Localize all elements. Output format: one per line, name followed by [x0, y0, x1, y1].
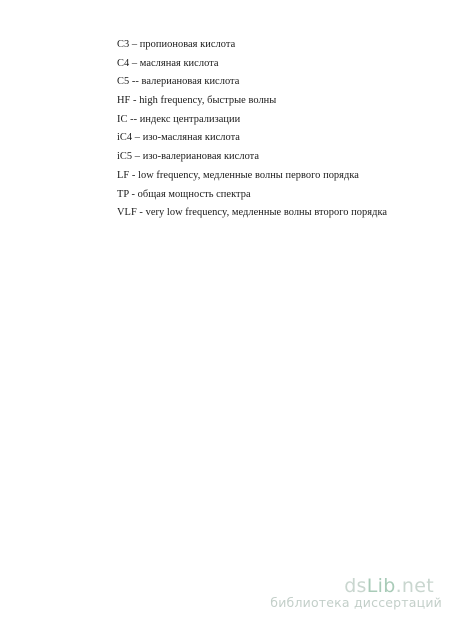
watermark-logo — [266, 576, 442, 596]
watermark-logo-net: .net — [395, 575, 434, 597]
dslib-watermark — [266, 576, 442, 610]
abbreviation-item: IC -- индекс централизации — [117, 113, 241, 125]
watermark-logo-ds: ds — [344, 575, 367, 597]
abbreviation-item: iC4 – изо-масляная кислота — [117, 132, 240, 144]
abbreviation-item: HF - high frequency, быстрые волны — [117, 95, 277, 107]
abbreviation-item: VLF - very low frequency, медленные волны второго порядка — [117, 207, 388, 219]
abbreviation-item: iC5 – изо-валериановая кислота — [117, 151, 260, 163]
abbreviation-item: C3 – пропионовая кислота — [117, 39, 236, 50]
abbreviation-item: LF - low frequency, медленные волны первого порядка — [117, 169, 359, 181]
abbreviation-item: C5 -- валериановая кислота — [117, 76, 240, 88]
watermark-subtitle: библиотека диссертаций — [270, 595, 442, 610]
abbreviation-item: C4 – масляная кислота — [117, 57, 219, 69]
abbreviation-item: TP - общая мощность спектра — [117, 188, 251, 200]
abbreviation-list — [117, 40, 387, 227]
watermark-logo-lib: Lib — [366, 575, 396, 597]
